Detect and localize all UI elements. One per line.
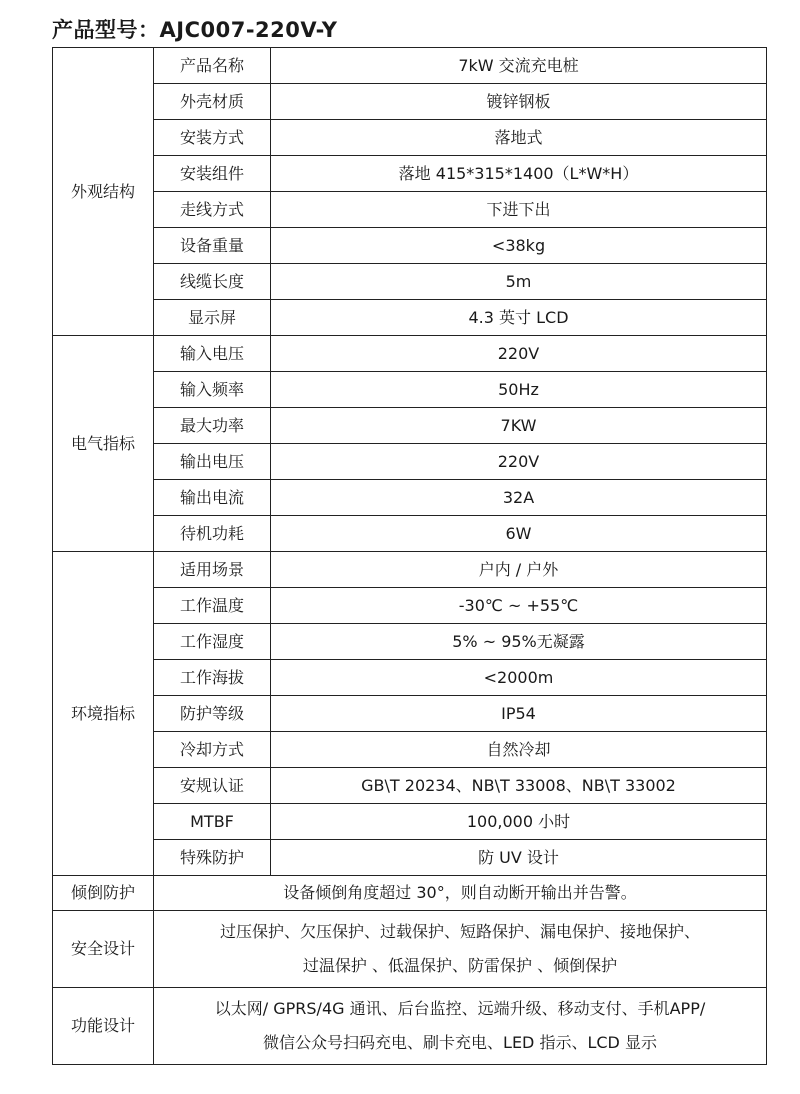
product-model-title: 产品型号：AJC007-220V-Y xyxy=(52,18,338,42)
param-value-cell: 220V xyxy=(271,444,767,480)
param-value-cell: 4.3 英寸 LCD xyxy=(271,300,767,336)
spec-row xyxy=(53,120,767,156)
description-line: 以太网/ GPRS/4G 通讯、后台监控、远端升级、移动支付、手机APP/ xyxy=(214,999,706,1018)
param-name-cell: 安规认证 xyxy=(154,768,271,804)
spec-row xyxy=(53,228,767,264)
param-name-cell: 线缆长度 xyxy=(154,264,271,300)
spec-row xyxy=(53,84,767,120)
spec-row xyxy=(53,732,767,768)
param-value-cell: 7kW 交流充电桩 xyxy=(271,48,767,84)
spec-row xyxy=(53,840,767,876)
param-value-cell: IP54 xyxy=(271,696,767,732)
feature-row xyxy=(53,988,767,1065)
spec-row xyxy=(53,624,767,660)
param-name-cell: 特殊防护 xyxy=(154,840,271,876)
spec-table xyxy=(52,47,767,1065)
feature-row xyxy=(53,876,767,911)
param-name-cell: 产品名称 xyxy=(154,48,271,84)
param-name-cell: 安装组件 xyxy=(154,156,271,192)
param-name-cell: 走线方式 xyxy=(154,192,271,228)
param-value-cell: <2000m xyxy=(271,660,767,696)
spec-row xyxy=(53,264,767,300)
spec-table-body xyxy=(53,48,767,1065)
param-name-cell: 输入电压 xyxy=(154,336,271,372)
spec-row xyxy=(53,804,767,840)
category-cell: 安全设计 xyxy=(53,911,154,988)
param-name-cell: 显示屏 xyxy=(154,300,271,336)
param-value-cell: 下进下出 xyxy=(271,192,767,228)
spec-row xyxy=(53,300,767,336)
param-value-cell: 7KW xyxy=(271,408,767,444)
description-line: 设备倾倒角度超过 30°，则自动断开输出并告警。 xyxy=(283,883,637,903)
param-name-cell: 输出电流 xyxy=(154,480,271,516)
description-line: 过压保护、欠压保护、过载保护、短路保护、漏电保护、接地保护、 xyxy=(219,922,700,941)
param-value-cell: 落地式 xyxy=(271,120,767,156)
spec-row xyxy=(53,192,767,228)
spec-row xyxy=(53,660,767,696)
feature-description-cell xyxy=(154,911,767,988)
param-name-cell: 工作温度 xyxy=(154,588,271,624)
spec-row xyxy=(53,588,767,624)
spec-row xyxy=(53,552,767,588)
param-name-cell: 冷却方式 xyxy=(154,732,271,768)
param-value-cell: 户内 / 户外 xyxy=(271,552,767,588)
param-name-cell: 最大功率 xyxy=(154,408,271,444)
param-name-cell: 外壳材质 xyxy=(154,84,271,120)
param-name-cell: 输出电压 xyxy=(154,444,271,480)
param-name-cell: 输入频率 xyxy=(154,372,271,408)
param-value-cell: 50Hz xyxy=(271,372,767,408)
param-value-cell: 落地 415*315*1400（L*W*H） xyxy=(271,156,767,192)
category-cell: 环境指标 xyxy=(53,552,154,876)
spec-row xyxy=(53,48,767,84)
spec-row xyxy=(53,372,767,408)
spec-row xyxy=(53,336,767,372)
param-value-cell: -30℃ ~ +55℃ xyxy=(271,588,767,624)
category-cell: 电气指标 xyxy=(53,336,154,552)
spec-row xyxy=(53,696,767,732)
category-cell: 外观结构 xyxy=(53,48,154,336)
feature-description-cell xyxy=(154,988,767,1065)
spec-row xyxy=(53,768,767,804)
category-cell: 功能设计 xyxy=(53,988,154,1065)
param-value-cell: 6W xyxy=(271,516,767,552)
param-name-cell: 防护等级 xyxy=(154,696,271,732)
feature-description-cell xyxy=(154,876,767,911)
param-value-cell: 5m xyxy=(271,264,767,300)
spec-row xyxy=(53,516,767,552)
param-name-cell: 待机功耗 xyxy=(154,516,271,552)
description-line: 微信公众号扫码充电、刷卡充电、LED 指示、LCD 显示 xyxy=(263,1033,657,1052)
spec-row xyxy=(53,444,767,480)
param-value-cell: 32A xyxy=(271,480,767,516)
param-value-cell: <38kg xyxy=(271,228,767,264)
param-value-cell: 220V xyxy=(271,336,767,372)
param-name-cell: 设备重量 xyxy=(154,228,271,264)
param-value-cell: 100,000 小时 xyxy=(271,804,767,840)
param-value-cell: GB\T 20234、NB\T 33008、NB\T 33002 xyxy=(271,768,767,804)
param-name-cell: 工作海拔 xyxy=(154,660,271,696)
param-value-cell: 5% ~ 95%无凝露 xyxy=(271,624,767,660)
spec-row xyxy=(53,480,767,516)
param-value-cell: 自然冷却 xyxy=(271,732,767,768)
param-name-cell: 安装方式 xyxy=(154,120,271,156)
feature-row xyxy=(53,911,767,988)
spec-row xyxy=(53,408,767,444)
param-name-cell: 适用场景 xyxy=(154,552,271,588)
category-cell: 倾倒防护 xyxy=(53,876,154,911)
param-value-cell: 防 UV 设计 xyxy=(271,840,767,876)
description-line: 过温保护 、低温保护、防雷保护 、倾倒保护 xyxy=(302,956,618,975)
param-name-cell: MTBF xyxy=(154,804,271,840)
param-value-cell: 镀锌钢板 xyxy=(271,84,767,120)
spec-row xyxy=(53,156,767,192)
param-name-cell: 工作湿度 xyxy=(154,624,271,660)
